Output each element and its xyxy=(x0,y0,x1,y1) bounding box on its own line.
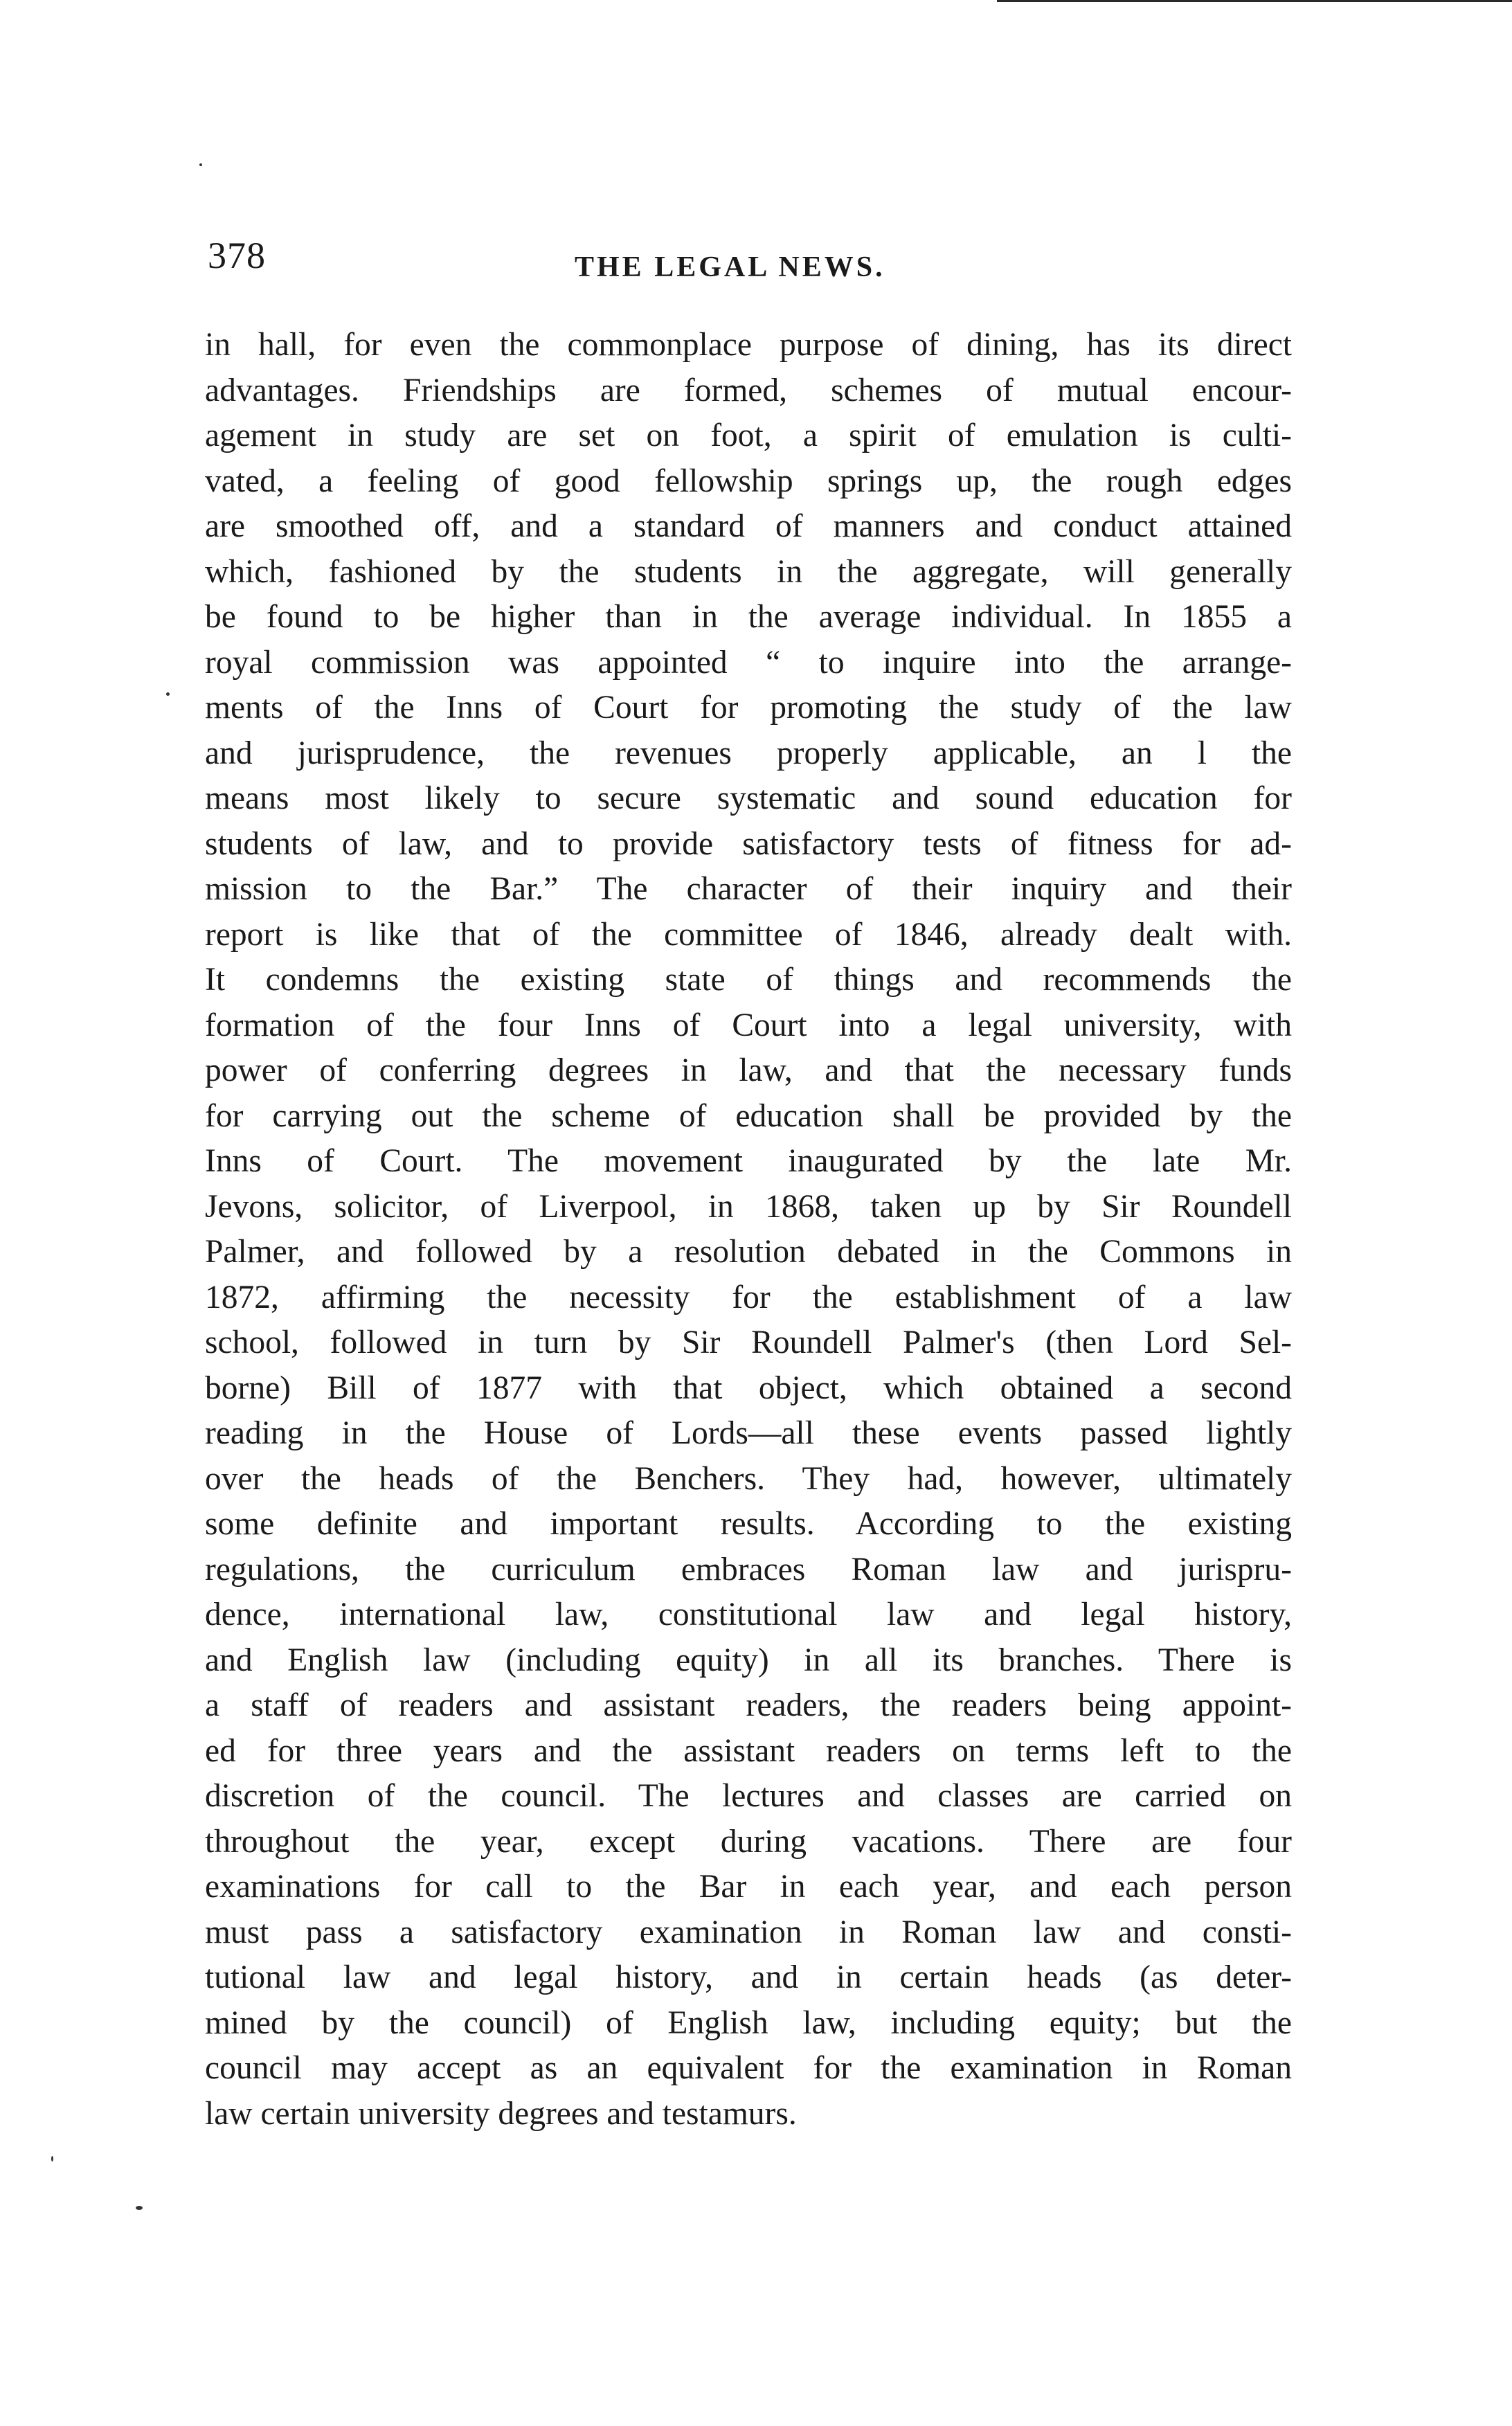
text-line: royal commission was appointed “ to inquire into the arrange- xyxy=(205,644,1292,681)
text-line: tutional law and legal history, and in certain heads (as deter- xyxy=(205,1959,1292,1995)
text-line: Jevons, solicitor, of Liverpool, in 1868, taken up by Sir Roundell xyxy=(205,1188,1292,1225)
text-line: advantages. Friendships are formed, schemes of mutual encour- xyxy=(205,372,1292,408)
text-line: throughout the year, except during vacations. There are four xyxy=(205,1823,1292,1860)
text-line: agement in study are set on foot, a spirit of emulation is culti- xyxy=(205,417,1292,453)
text-line: council may accept as an equivalent for the examination in Roman xyxy=(205,2050,1292,2086)
text-line: mined by the council) of English law, including equity; but the xyxy=(205,2004,1292,2041)
text-line: 1872, affirming the necessity for the establishment of a law xyxy=(205,1279,1292,1315)
text-line: law certain university degrees and testamurs. xyxy=(205,2095,797,2132)
text-line: Inns of Court. The movement inaugurated by the late Mr. xyxy=(205,1143,1292,1179)
text-line: report is like that of the committee of 1846, already dealt with. xyxy=(205,916,1292,953)
text-line: ed for three years and the assistant readers on terms left to the xyxy=(205,1732,1292,1769)
text-line: power of conferring degrees in law, and that the necessary funds xyxy=(205,1052,1292,1088)
text-line: ments of the Inns of Court for promoting the study of the law xyxy=(205,690,1292,726)
page-header xyxy=(208,234,1288,282)
text-line: vated, a feeling of good fellowship springs up, the rough edges xyxy=(205,462,1292,499)
text-line: and jurisprudence, the revenues properly applicable, an l the xyxy=(205,735,1292,771)
text-line: must pass a satisfactory examination in Roman law and consti- xyxy=(205,1914,1292,1950)
scan-speck xyxy=(136,2206,143,2210)
text-line: some definite and important results. According to the existing xyxy=(205,1506,1292,1542)
text-line: reading in the House of Lords—all these events passed lightly xyxy=(205,1415,1292,1451)
text-line: Palmer, and followed by a resolution debated in the Commons in xyxy=(205,1234,1292,1270)
running-head: THE LEGAL NEWS. xyxy=(575,251,885,283)
body-paragraph xyxy=(205,323,1292,2137)
scan-speck xyxy=(166,692,170,696)
top-rule-line xyxy=(997,0,1512,2)
text-line: be found to be higher than in the average individual. In 1855 a xyxy=(205,599,1292,635)
text-line: are smoothed off, and a standard of manners and conduct attained xyxy=(205,508,1292,544)
text-line: which, fashioned by the students in the aggregate, will generally xyxy=(205,553,1292,590)
text-line: borne) Bill of 1877 with that object, which obtained a second xyxy=(205,1369,1292,1406)
text-line: students of law, and to provide satisfactory tests of fitness for ad- xyxy=(205,825,1292,862)
scan-speck xyxy=(51,2156,53,2162)
text-line: examinations for call to the Bar in each year, and each person xyxy=(205,1869,1292,1905)
scan-speck xyxy=(199,163,202,166)
text-line: discretion of the council. The lectures and classes are carried on xyxy=(205,1778,1292,1814)
text-line: over the heads of the Benchers. They had, however, ultimately xyxy=(205,1460,1292,1497)
text-line: for carrying out the scheme of education shall be provided by the xyxy=(205,1097,1292,1134)
text-line: means most likely to secure systematic and sound education for xyxy=(205,780,1292,816)
text-line: and English law (including equity) in all its branches. There is xyxy=(205,1642,1292,1678)
text-line: school, followed in turn by Sir Roundell Palmer's (then Lord Sel- xyxy=(205,1324,1292,1360)
text-line: mission to the Bar.” The character of their inquiry and their xyxy=(205,871,1292,907)
text-line: regulations, the curriculum embraces Roman law and jurispru- xyxy=(205,1551,1292,1588)
text-line: formation of the four Inns of Court into a legal university, with xyxy=(205,1007,1292,1043)
page-number: 378 xyxy=(208,235,266,276)
text-line: dence, international law, constitutional law and legal history, xyxy=(205,1597,1292,1633)
text-line: It condemns the existing state of things and recommends the xyxy=(205,962,1292,998)
text-line: in hall, for even the commonplace purpose of dining, has its direct xyxy=(205,327,1292,363)
text-line: a staff of readers and assistant readers, the readers being appoint- xyxy=(205,1687,1292,1723)
